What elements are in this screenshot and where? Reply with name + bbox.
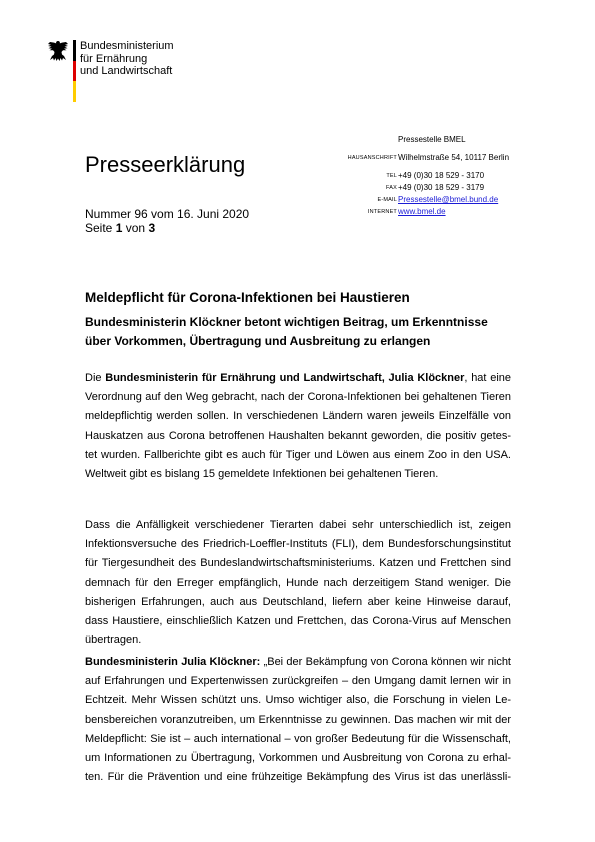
- document-number: Nummer 96 vom 16. Juni 2020: [85, 207, 250, 221]
- document-title: Presseerklärung: [85, 152, 246, 177]
- p1-line-5: tet wurden. Fallberichte gibt es auch für Tiger und Löwen aus einem Zoo in den USA.: [85, 448, 511, 461]
- page-prefix: Seite: [85, 221, 113, 235]
- p3-line-1: [85, 653, 511, 672]
- p3-line-3: Echtzeit. Mehr Wissen schützt uns. Umso wichtiger also, die Forschung in vielen Le-: [85, 694, 511, 707]
- contact-label-email: E-MAIL: [377, 197, 397, 203]
- subline-1: Bundesministerin Klöckner betont wichtigen Beitrag, um Erkenntnisse: [85, 315, 488, 329]
- contact-row-phone: [300, 170, 595, 181]
- contact-organisation: Pressestelle BMEL: [398, 135, 466, 144]
- contact-row-fax: [300, 182, 595, 193]
- contact-label-internet: INTERNET: [367, 209, 397, 215]
- federal-eagle-icon: [47, 40, 69, 62]
- contact-row-address: [300, 152, 595, 163]
- ministry-name-line-1: Bundesministerium: [80, 40, 174, 52]
- p1-l1-c: , hat eine: [464, 372, 512, 384]
- ministry-name-line-3: und Landwirtschaft: [80, 65, 173, 78]
- p3-l1-bold: Bundesministerin Julia Klöckner:: [85, 656, 261, 668]
- email-link[interactable]: Pressestelle@bmel.bund.de: [398, 195, 499, 204]
- ministry-name: [80, 40, 174, 78]
- flag-red: [73, 61, 76, 82]
- p3-line-4: bensbereichen voranzutreiben, um Erkenntnisse zu gewinnen. Das machen wir mit der: [85, 713, 511, 726]
- p1-line-6: Weltweit gibt es bislang 15 gemeldete Infektionen bei gehaltenen Tieren.: [85, 467, 439, 480]
- headline: Meldepflicht für Corona-Infektionen bei Haustieren: [85, 290, 410, 305]
- p1-line-4: Hauskatzen aus Corona betroffenen Haushalten bekannt geworden, die positiv getes-: [85, 429, 511, 442]
- ministry-name-line-2: für Ernährung: [80, 52, 148, 65]
- p1-l1-a: Die: [85, 372, 106, 384]
- paragraph-1: [85, 369, 511, 484]
- p3-line-5: Meldepflicht: Sie ist – auch international – von großer Bedeutung für die Wissenschaft,: [85, 732, 511, 745]
- p1-line-2: Verordnung auf den Weg gebracht, nach der Corona-Infektionen bei gehaltenen Tieren: [85, 391, 511, 404]
- website-link[interactable]: www.bmel.de: [398, 207, 446, 216]
- contact-label-address: HAUSANSCHRIFT: [347, 155, 397, 161]
- p3-line-7: ten. Für die Prävention und eine frühzeitige Bekämpfung des Virus ist das unerlässli-: [85, 771, 511, 784]
- page-current: 1: [115, 221, 123, 235]
- paragraph-2: [85, 516, 511, 650]
- p3-line-2: auf Erfahrungen und Expertenwissen zurückgreifen – den Umgang damit lernen wir in: [85, 675, 511, 688]
- subline-2: über Vorkommen, Übertragung und Ausbreitung zu erlangen: [85, 334, 431, 348]
- p2-line-2: Infektionsversuche des Friedrich-Loeffler-Instituts (FLI), dem Bundesforschungsinstitut: [85, 538, 511, 551]
- contact-row-email: [300, 194, 595, 205]
- paragraph-3: [85, 653, 511, 787]
- p3-line-6: um Informationen zu Übertragung, Vorkommen und Ausbreitung von Corona zu erhal-: [85, 751, 511, 764]
- p2-line-4: demnach für den Erreger empfänglich, Hunde nach derzeitigem Stand weniger. Die: [85, 576, 511, 589]
- page-total: 3: [148, 221, 156, 235]
- contact-label-fax: FAX: [386, 185, 397, 191]
- p2-line-7: übertragen.: [85, 634, 142, 647]
- contact-row-internet: [300, 206, 595, 217]
- page-indicator: [85, 221, 155, 235]
- flag-stripe: [73, 40, 76, 102]
- flag-gold: [73, 81, 76, 102]
- contact-value-phone: +49 (0)30 18 529 - 3170: [398, 171, 485, 180]
- p3-l1-b: „Bei der Bekämpfung von Corona können wir nicht: [260, 656, 511, 668]
- contact-value-address: Wilhelmstraße 54, 10117 Berlin: [398, 153, 510, 162]
- page-mid: von: [125, 221, 146, 235]
- contact-label-phone: TEL: [386, 173, 397, 179]
- p2-line-6: dass Haustiere, einschließlich Katzen und Frettchen, das Corona-Virus auf Menschen: [85, 614, 511, 627]
- ministry-logo: [47, 40, 187, 102]
- p2-line-1: Dass die Anfälligkeit verschiedener Tierarten dabei sehr unterschiedlich ist, zeigen: [85, 519, 511, 531]
- p1-l1-bold: Bundesministerin für Ernährung und Landwirtschaft, Julia Klöckner: [105, 372, 465, 384]
- p2-line-3: für Tiergesundheit des Bundeslandwirtschaftsministeriums. Katzen und Frettchen sind: [85, 557, 511, 570]
- p2-line-5: bisherigen Erfahrungen, auch aus Deutschland, liefern aber keine Hinweise darauf,: [85, 595, 511, 608]
- flag-black: [73, 40, 76, 61]
- contact-value-fax: +49 (0)30 18 529 - 3179: [398, 183, 485, 192]
- p1-line-3: meldepflichtig werden sollen. In verschiedenen Ländern waren jeweils Einzelfälle von: [85, 410, 511, 423]
- p1-line-1: [85, 369, 511, 388]
